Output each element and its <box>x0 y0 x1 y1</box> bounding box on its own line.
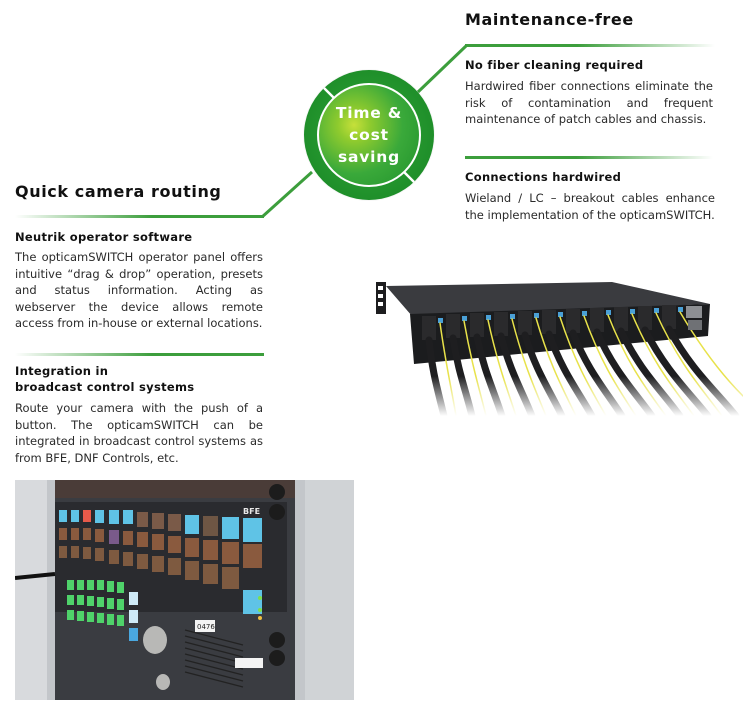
rack-unit-image <box>372 276 743 416</box>
section-body: Route your camera with the push of a button. The opticamSWITCH can be integrated in broadcast control systems as from BFE, DNF Controls, etc. <box>15 401 263 465</box>
maintenance-free-title: Maintenance-free <box>465 10 634 29</box>
section-heading: Connections hardwired <box>465 170 622 184</box>
bfe-panel-illustration <box>15 480 354 700</box>
section-body: Wieland / LC – breakout cables enhance the implementation of the opticamSWITCH. <box>465 191 715 222</box>
badge-line: saving <box>337 148 401 166</box>
badge-inner <box>317 83 421 187</box>
time-cost-saving-badge <box>304 70 434 200</box>
quick-camera-routing-title: Quick camera routing <box>15 182 222 201</box>
section-heading: Integration in <box>15 364 109 378</box>
section-heading: broadcast control systems <box>15 380 195 394</box>
section-body: Hardwired fiber connections eliminate the risk of contamination and frequent maintenance of patch cables and chassis. <box>465 79 713 126</box>
badge-line: Time & <box>335 104 403 122</box>
divider-rule <box>15 215 264 218</box>
control-panel-image <box>15 480 354 700</box>
section-heading: Neutrik operator software <box>15 230 193 244</box>
fiber-rack-illustration <box>372 276 743 416</box>
section-heading: No fiber cleaning required <box>465 58 644 72</box>
divider-rule <box>465 44 715 47</box>
divider-rule <box>15 353 264 356</box>
divider-rule <box>465 156 713 159</box>
badge-line: cost <box>349 126 389 144</box>
section-body: The opticamSWITCH operator panel offers intuitive “drag & drop” operation, presets and status information. Acting as webserver the device allows remote access from in-house or external locations. <box>15 250 263 330</box>
svg-text:BFE: BFE <box>243 507 261 516</box>
svg-text:0476: 0476 <box>197 623 215 631</box>
